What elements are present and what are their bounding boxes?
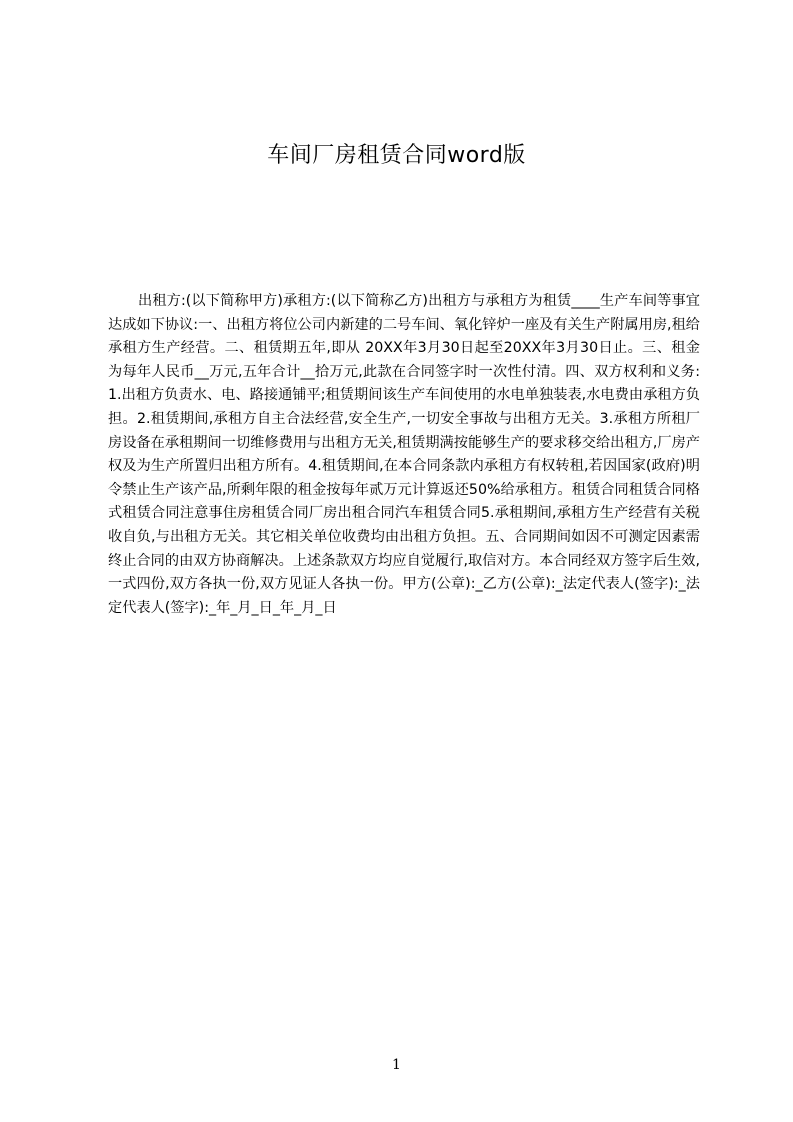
page-number: 1 [392,1057,401,1073]
document-title: 车间厂房租赁合同word版 [267,143,526,168]
contract-body-paragraph: 出租方:(以下简称甲方)承租方:(以下简称乙方)出租方与承租方为租赁____生产车间等事宜达成如下协议:一、出租方将位公司内新建的二号车间、氧化锌炉一座及有关生产附属用房,租给承租方生产经营。二、租赁期五年,即从 20XX年3月30日起至20XX年3月30日止。三、租金为每年人民币__万元,五年合计__拾万元,此款在合同签字时一次性付清。四、双方权利和义务:1.出租方负责水、电、路接通铺平;租赁期间该生产车间使用的水电单独装表,水电费由承租方负担。2.租赁期间,承租方自主合法经营,安全生产,一切安全事故与出租方无关。3.承租方所租厂房设备在承租期间一切维修费用与出租方无关,租赁期满按能够生产的要求移交给出租方,厂房产权及为生产所置归出租方所有。4.租赁期间,在本合同条款内承租方有权转租,若因国家(政府)明令禁止生产该产品,所剩年限的租金按每年贰万元计算返还50%给承租方。租赁合同租赁合同格式租赁合同注意事住房租赁合同厂房出租合同汽车租赁合同5.承租期间,承租方生产经营有关税收自负,与出租方无关。其它相关单位收费均由出租方负担。五、合同期间如因不可测定因素需终止合同的由双方协商解决。上述条款双方均应自觉履行,取信对方。本合同经双方签字后生效,一式四份,双方各执一份,双方见证人各执一份。甲方(公章):_乙方(公章):_法定代表人(签字):_法定代表人(签字):_年_月_日_年_月_日 [108,293,700,616]
